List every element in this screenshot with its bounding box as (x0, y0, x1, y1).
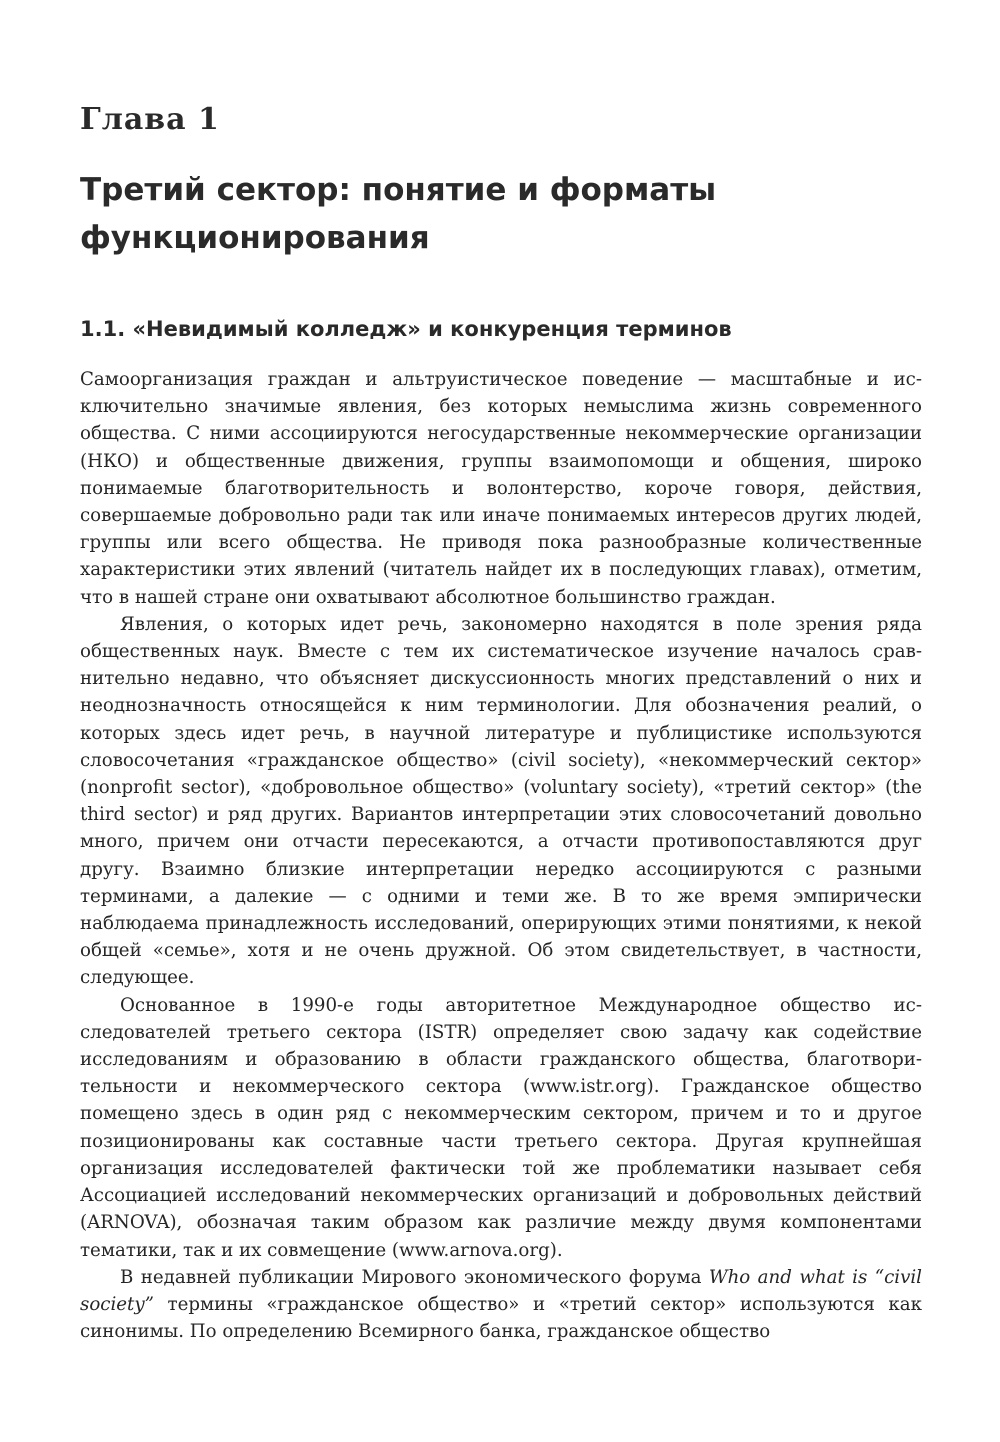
paragraph-text: термины «гражданское общество» и «третий сектор» используются как синонимы. По определению Всемирного банка, гражданское общество (80, 1293, 922, 1343)
paragraph: Явления, о которых идет речь, закономерно находятся в поле зрения ряда общественных наук. Вместе с тем их систематическое изучение началось сравнительно недавно, что объясняет дискуссионность многих представлений о них и неоднозначность относящейся к ним терминологии. Для обозначения реалий, о которых здесь идет речь, в научной литературе и публицистике используются словосочетания «гражданское общество» (civil society), «некоммерческий сектор» (nonprofit sector), «добровольное общество» (voluntary society), «третий сектор» (the third sector) и ряд других. Вариантов интерпретации этих словосочетаний довольно много, причем они отчасти пересекаются, а отчасти противопоставляются друг другу. Взаимно близкие интерпретации нередко ассоциируются с разными терминами, а далекие — с одними и теми же. В то же время эмпирически наблюдаема принадлежность исследований, оперирующих этими понятиями, к некой общей «семье», хотя и не очень дружной. Об этом свидетельствует, в частности, следующее. (80, 613, 922, 989)
chapter-title: Третий сектор: понятие и форматы функционирования (80, 172, 717, 256)
paragraph: Самоорганизация граждан и альтруистическое поведение — масштабные и исключительно значимые явления, без которых немыслима жизнь современного общества. С ними ассоциируются негосударственные некоммерческие организации (НКО) и общественные движения, группы взаимопомощи и общения, широко понимаемые благотворительность и волонтерство, короче говоря, действия, совершаемые добровольно ради так или иначе понимаемых интересов других людей, группы или всего общества. Не приводя пока разнообразные количественные характеристики этих явлений (читатель найдет их в последующих главах), отметим, что в нашей стране они охватывают абсолютное большинство граждан. (80, 369, 922, 608)
chapter-label: Глава 1 (80, 102, 220, 137)
publication-title: Who and what is (708, 1266, 868, 1288)
publication-title-continued: “civil society” (80, 1266, 922, 1315)
section-title: 1.1. «Невидимый колледж» и конкуренция терминов (80, 317, 732, 341)
paragraph: Основанное в 1990-е годы авторитетное Международное общество исследователей третьего сектора (ISTR) определяет свою задачу как содействие исследованиям и образованию в области гражданского общества, благотворительности и некоммерческого сектора (www.istr.org). Гражданское общество помещено здесь в один ряд с некоммерческим сектором, причем и то и другое позиционированы как составные части третьего сектора. Другая крупнейшая организация исследователей фактически той же проблематики называет себя Ассоциацией исследований некоммерческих организаций и добровольных действий (ARNOVA), обозначая таким образом как различие между двумя компонентами тематики, так и их совмещение (www.arnova.org). (80, 994, 922, 1261)
paragraph (80, 1264, 922, 1346)
body-text (80, 366, 922, 1345)
paragraph-text: В недавней публикации Мирового экономического форума (120, 1266, 709, 1288)
